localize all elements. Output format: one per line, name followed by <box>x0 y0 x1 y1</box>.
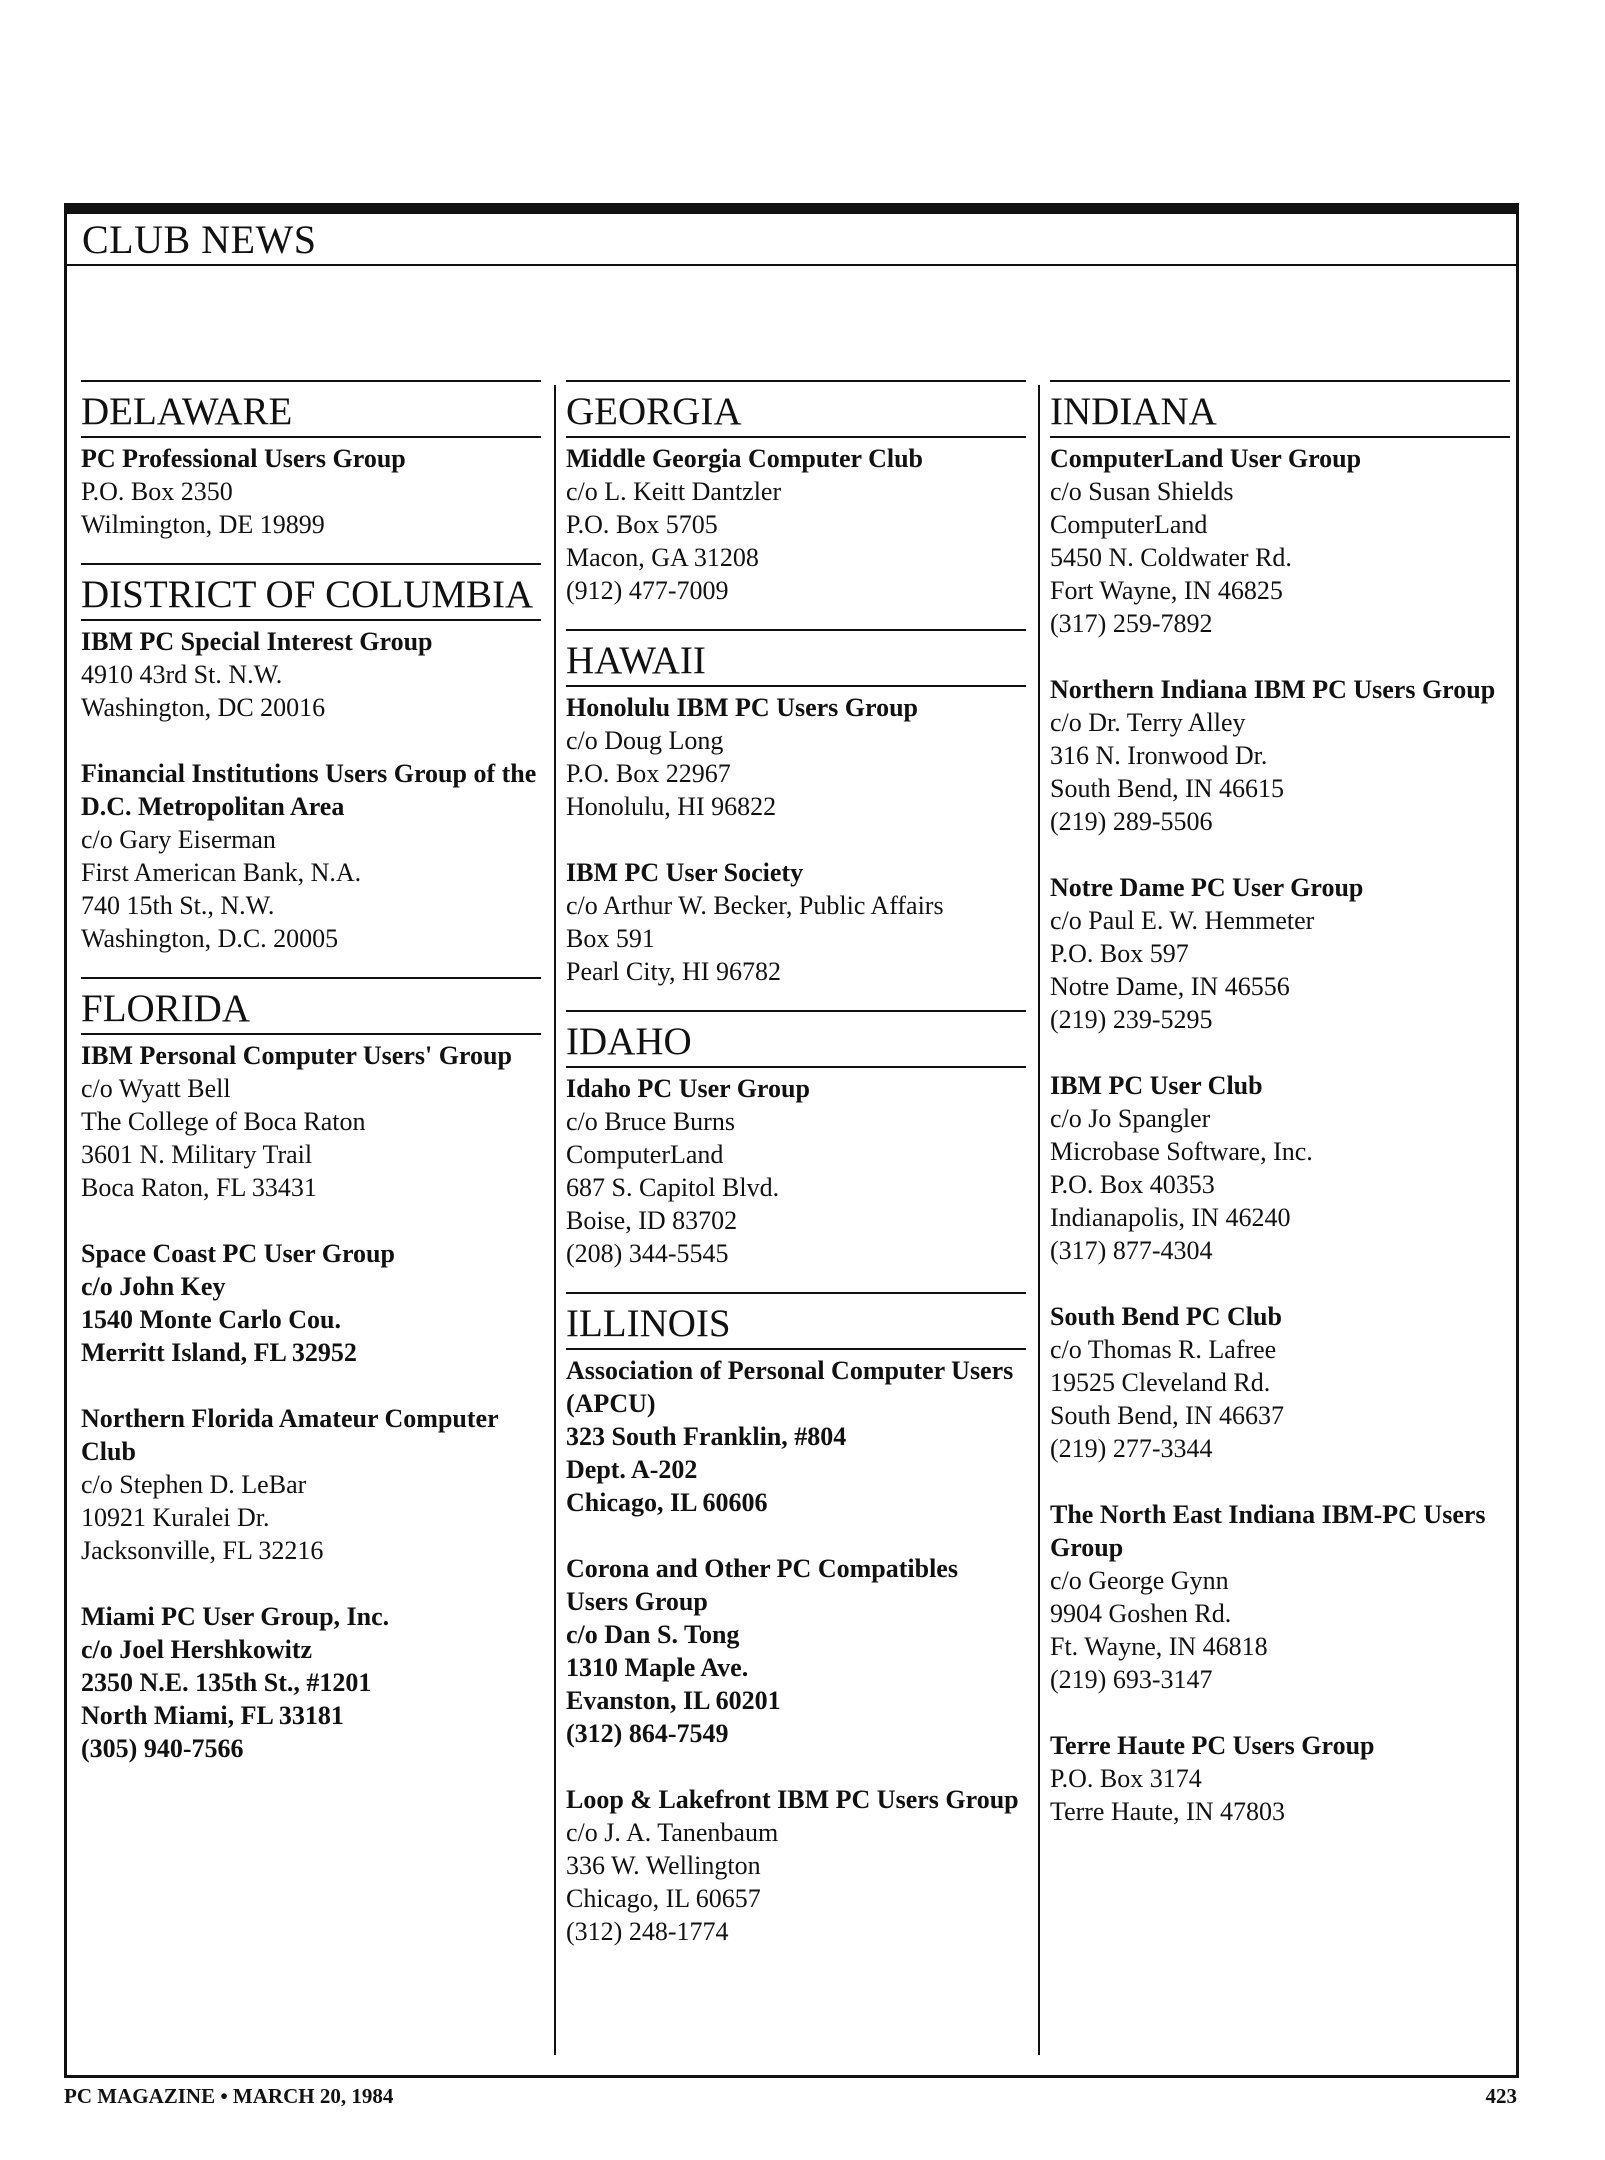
club-address-line: Boca Raton, FL 33431 <box>81 1173 317 1202</box>
club-entry <box>81 1402 541 1567</box>
club-address-line: Macon, GA 31208 <box>566 543 759 572</box>
club-address-line: North Miami, FL 33181 <box>81 1701 344 1730</box>
club-entry <box>566 1783 1026 1948</box>
club-address-line: 1540 Monte Carlo Cou. <box>81 1305 341 1334</box>
club-address-line: Chicago, IL 60606 <box>566 1488 768 1517</box>
club-name: Honolulu IBM PC Users Group <box>566 693 919 722</box>
club-address-line: Terre Haute, IN 47803 <box>1050 1797 1285 1826</box>
club-address-line: c/o Doug Long <box>566 726 724 755</box>
club-entry <box>1050 1729 1510 1828</box>
club-address-line: P.O. Box 22967 <box>566 759 731 788</box>
club-entry <box>81 442 541 541</box>
club-address-line: (317) 877-4304 <box>1050 1236 1213 1265</box>
club-address-line: Pearl City, HI 96782 <box>566 957 781 986</box>
state-heading: GEORGIA <box>566 380 1026 438</box>
club-name: ComputerLand User Group <box>1050 444 1362 473</box>
club-address-line: P.O. Box 40353 <box>1050 1170 1215 1199</box>
state-heading: HAWAII <box>566 629 1026 687</box>
state-section <box>81 563 541 955</box>
column-1 <box>81 380 541 1787</box>
state-section <box>566 1292 1026 1948</box>
state-heading: DISTRICT OF COLUMBIA <box>81 563 541 621</box>
club-entry <box>566 442 1026 607</box>
club-address-line: c/o John Key <box>81 1272 226 1301</box>
club-name: Middle Georgia Computer Club <box>566 444 924 473</box>
state-section <box>566 1010 1026 1270</box>
club-address-line: c/o Arthur W. Becker, Public Affairs <box>566 891 944 920</box>
column-3 <box>1050 380 1510 1850</box>
club-address-line: Washington, D.C. 20005 <box>81 924 339 953</box>
club-address-line: Ft. Wayne, IN 46818 <box>1050 1632 1268 1661</box>
club-name: Financial Institutions Users Group of the D.C. Metropolitan Area <box>81 759 537 821</box>
club-address-line: c/o Gary Eiserman <box>81 825 276 854</box>
club-address-line: (312) 864-7549 <box>566 1719 729 1748</box>
club-name: Terre Haute PC Users Group <box>1050 1731 1375 1760</box>
club-address-line: c/o L. Keitt Dantzler <box>566 477 782 506</box>
club-entry <box>1050 673 1510 838</box>
club-address-line: 740 15th St., N.W. <box>81 891 275 920</box>
club-address-line: (219) 289-5506 <box>1050 807 1213 836</box>
club-address-line: c/o Joel Hershkowitz <box>81 1635 313 1664</box>
club-entry <box>566 1354 1026 1519</box>
club-address-line: P.O. Box 2350 <box>81 477 233 506</box>
club-address-line: 316 N. Ironwood Dr. <box>1050 741 1268 770</box>
page-title: CLUB NEWS <box>67 214 1516 266</box>
club-address-line: Washington, DC 20016 <box>81 693 326 722</box>
club-address-line: (305) 940-7566 <box>81 1734 244 1763</box>
club-address-line: Microbase Software, Inc. <box>1050 1137 1313 1166</box>
club-address-line: c/o Dan S. Tong <box>566 1620 740 1649</box>
club-name: Corona and Other PC Compatibles Users Group <box>566 1554 958 1616</box>
club-address-line: (208) 344-5545 <box>566 1239 729 1268</box>
club-name: Space Coast PC User Group <box>81 1239 395 1268</box>
club-address-line: (312) 248-1774 <box>566 1917 729 1946</box>
state-heading: DELAWARE <box>81 380 541 438</box>
club-address-line: 2350 N.E. 135th St., #1201 <box>81 1668 372 1697</box>
state-heading: IDAHO <box>566 1010 1026 1068</box>
club-address-line: Honolulu, HI 96822 <box>566 792 777 821</box>
club-entry <box>81 1237 541 1369</box>
club-name: IBM PC Special Interest Group <box>81 627 433 656</box>
club-address-line: P.O. Box 3174 <box>1050 1764 1202 1793</box>
state-heading: ILLINOIS <box>566 1292 1026 1350</box>
club-name: PC Professional Users Group <box>81 444 406 473</box>
club-address-line: c/o Susan Shields <box>1050 477 1234 506</box>
club-address-line: c/o Dr. Terry Alley <box>1050 708 1246 737</box>
club-address-line: c/o Bruce Burns <box>566 1107 735 1136</box>
club-name: The North East Indiana IBM-PC Users Group <box>1050 1500 1486 1562</box>
club-entry <box>1050 1069 1510 1267</box>
state-section <box>81 977 541 1765</box>
club-address-line: c/o J. A. Tanenbaum <box>566 1818 779 1847</box>
club-address-line: Boise, ID 83702 <box>566 1206 738 1235</box>
state-heading: FLORIDA <box>81 977 541 1035</box>
club-address-line: Dept. A-202 <box>566 1455 698 1484</box>
club-address-line: c/o Stephen D. LeBar <box>81 1470 307 1499</box>
club-address-line: Evanston, IL 60201 <box>566 1686 781 1715</box>
club-address-line: ComputerLand <box>566 1140 724 1169</box>
club-address-line: Wilmington, DE 19899 <box>81 510 325 539</box>
club-name: Northern Indiana IBM PC Users Group <box>1050 675 1496 704</box>
club-entry <box>566 1072 1026 1270</box>
club-address-line: Indianapolis, IN 46240 <box>1050 1203 1291 1232</box>
club-name: Association of Personal Computer Users (APCU) <box>566 1356 1014 1418</box>
club-address-line: 1310 Maple Ave. <box>566 1653 749 1682</box>
club-name: Idaho PC User Group <box>566 1074 810 1103</box>
club-entry <box>81 1600 541 1765</box>
state-section <box>81 380 541 541</box>
club-address-line: Notre Dame, IN 46556 <box>1050 972 1290 1001</box>
column-divider <box>554 385 556 2055</box>
club-address-line: Box 591 <box>566 924 655 953</box>
club-address-line: (219) 277-3344 <box>1050 1434 1213 1463</box>
club-entry <box>1050 1300 1510 1465</box>
state-heading: INDIANA <box>1050 380 1510 438</box>
club-address-line: 10921 Kuralei Dr. <box>81 1503 270 1532</box>
club-address-line: Fort Wayne, IN 46825 <box>1050 576 1283 605</box>
club-address-line: 687 S. Capitol Blvd. <box>566 1173 780 1202</box>
club-entry <box>566 856 1026 988</box>
club-entry <box>566 691 1026 823</box>
column-2 <box>566 380 1026 1970</box>
club-address-line: Jacksonville, FL 32216 <box>81 1536 324 1565</box>
state-section <box>566 380 1026 607</box>
club-name: Miami PC User Group, Inc. <box>81 1602 390 1631</box>
club-address-line: South Bend, IN 46615 <box>1050 774 1284 803</box>
club-address-line: 4910 43rd St. N.W. <box>81 660 283 689</box>
club-name: Notre Dame PC User Group <box>1050 873 1364 902</box>
club-address-line: c/o George Gynn <box>1050 1566 1229 1595</box>
club-address-line: 9904 Goshen Rd. <box>1050 1599 1232 1628</box>
club-address-line: Chicago, IL 60657 <box>566 1884 761 1913</box>
page-number: 423 <box>1485 2084 1517 2108</box>
club-address-line: 323 South Franklin, #804 <box>566 1422 847 1451</box>
club-entry <box>81 757 541 955</box>
club-address-line: c/o Thomas R. Lafree <box>1050 1335 1277 1364</box>
club-name: IBM PC User Club <box>1050 1071 1263 1100</box>
state-section <box>566 629 1026 988</box>
club-address-line: (219) 239-5295 <box>1050 1005 1213 1034</box>
club-entry <box>566 1552 1026 1750</box>
club-entry <box>1050 442 1510 640</box>
club-name: Northern Florida Amateur Computer Club <box>81 1404 499 1466</box>
club-entry <box>81 625 541 724</box>
club-name: IBM Personal Computer Users' Group <box>81 1041 512 1070</box>
club-address-line: P.O. Box 5705 <box>566 510 718 539</box>
club-address-line: ComputerLand <box>1050 510 1208 539</box>
club-address-line: 19525 Cleveland Rd. <box>1050 1368 1271 1397</box>
club-address-line: c/o Paul E. W. Hemmeter <box>1050 906 1315 935</box>
footer-publication: PC MAGAZINE • MARCH 20, 1984 <box>64 2084 394 2108</box>
club-entry <box>1050 1498 1510 1696</box>
club-entry <box>1050 871 1510 1036</box>
club-address-line: The College of Boca Raton <box>81 1107 366 1136</box>
club-address-line: First American Bank, N.A. <box>81 858 362 887</box>
club-address-line: (317) 259-7892 <box>1050 609 1213 638</box>
club-address-line: Merritt Island, FL 32952 <box>81 1338 357 1367</box>
club-address-line: 3601 N. Military Trail <box>81 1140 313 1169</box>
club-address-line: c/o Jo Spangler <box>1050 1104 1211 1133</box>
club-name: IBM PC User Society <box>566 858 804 887</box>
club-address-line: (219) 693-3147 <box>1050 1665 1213 1694</box>
club-name: Loop & Lakefront IBM PC Users Group <box>566 1785 1019 1814</box>
club-address-line: South Bend, IN 46637 <box>1050 1401 1284 1430</box>
club-address-line: P.O. Box 597 <box>1050 939 1189 968</box>
club-address-line: c/o Wyatt Bell <box>81 1074 231 1103</box>
club-address-line: 336 W. Wellington <box>566 1851 761 1880</box>
state-section <box>1050 380 1510 1828</box>
club-address-line: (912) 477-7009 <box>566 576 729 605</box>
column-divider <box>1038 385 1040 2055</box>
club-entry <box>81 1039 541 1204</box>
club-name: South Bend PC Club <box>1050 1302 1282 1331</box>
club-address-line: 5450 N. Coldwater Rd. <box>1050 543 1292 572</box>
